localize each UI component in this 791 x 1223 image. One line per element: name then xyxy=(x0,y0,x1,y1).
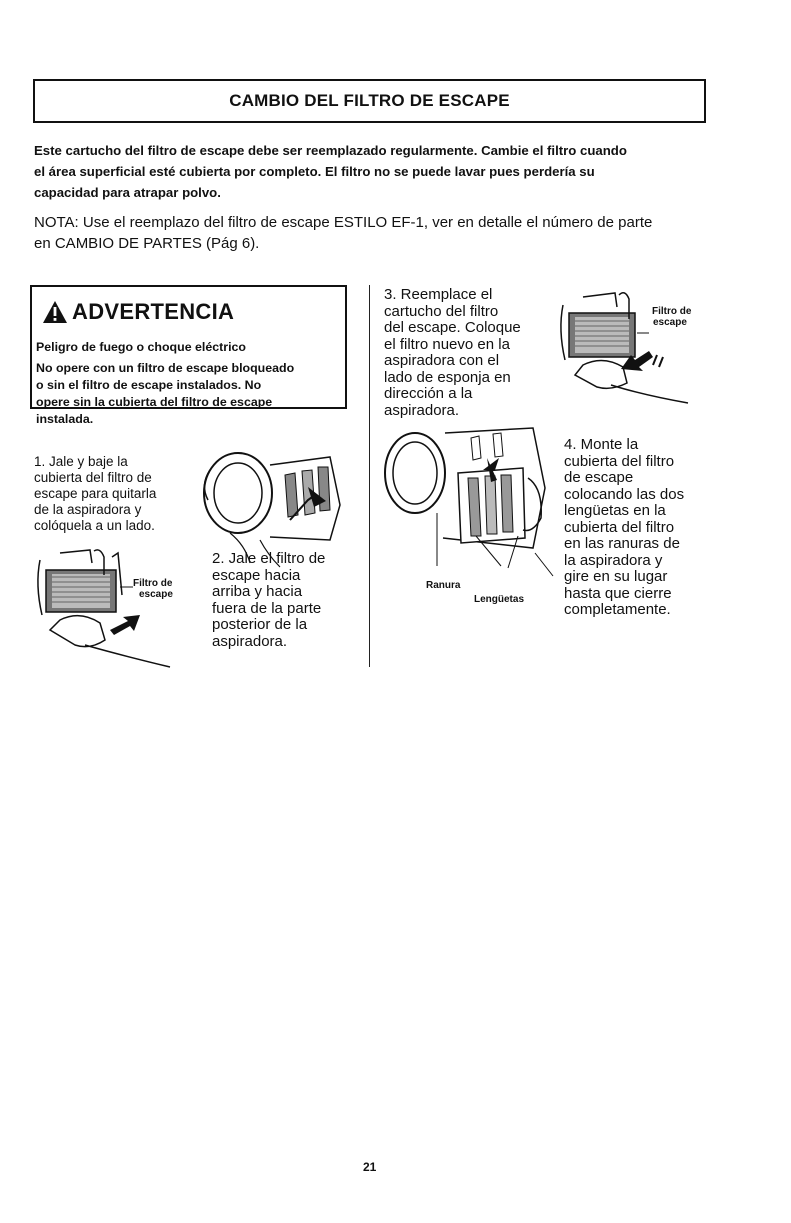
warning-triangle-icon xyxy=(42,300,68,324)
intro-line: el área superficial esté cubierta por completo. El filtro no se puede lavar pues perdería su xyxy=(34,164,595,179)
illustration-step3-filter xyxy=(553,285,693,405)
label-line: Filtro de xyxy=(133,578,173,589)
step-line: colocando las dos xyxy=(564,485,685,503)
step-line: 1. Jale y baje la xyxy=(34,454,128,469)
title-box xyxy=(33,79,706,123)
warning-line: o sin el filtro de escape instalados. No xyxy=(36,378,262,392)
warning-line: instalada. xyxy=(36,412,94,426)
step-line: aspiradora. xyxy=(212,632,288,650)
step-line: posterior de la xyxy=(212,616,308,633)
label-filtro-de-escape-1 xyxy=(133,578,173,600)
step-line: completamente. xyxy=(564,601,671,618)
step-line: hasta que cierre xyxy=(564,584,672,602)
warning-box xyxy=(30,285,347,426)
step-line: cubierta del filtro xyxy=(564,518,675,536)
step-1-text xyxy=(34,454,214,534)
label-ranura: Ranura xyxy=(426,580,461,591)
step-line: 4. Monte la xyxy=(564,436,639,453)
warning-subheading: Peligro de fuego o choque eléctrico xyxy=(36,340,246,354)
warning-line: opere sin la cubierta del filtro de escape xyxy=(36,395,273,409)
step-line: 2. Jale el filtro de xyxy=(212,550,326,567)
step-line: 3. Reemplace el xyxy=(384,286,493,303)
column-divider xyxy=(369,285,370,667)
page-title: CAMBIO DEL FILTRO DE ESCAPE xyxy=(229,91,510,110)
note-paragraph xyxy=(34,212,734,254)
step-3-text xyxy=(384,287,554,419)
illustration-step4-cover xyxy=(383,418,558,578)
step-line: aspiradora con el xyxy=(384,352,500,369)
label-line: escape xyxy=(139,589,173,600)
intro-line: capacidad para atrapar polvo. xyxy=(34,185,221,200)
step-line: fuera de la parte xyxy=(212,599,322,617)
step-line: cubierta del filtro de xyxy=(34,470,152,485)
step-line: aspiradora. xyxy=(384,401,460,419)
illustration-step2-filter xyxy=(30,545,180,670)
note-line: en CAMBIO DE PARTES (Pág 6). xyxy=(34,235,260,252)
label-line: escape xyxy=(653,317,687,328)
step-line: la aspiradora y xyxy=(564,551,663,569)
step-line: dirección a la xyxy=(384,385,473,402)
step-line: de la aspiradora y xyxy=(34,502,142,517)
step-line: lado de esponja en xyxy=(384,368,511,386)
step-line: cartucho del filtro xyxy=(384,302,499,320)
warning-line: No opere con un filtro de escape bloqueado xyxy=(36,361,295,375)
label-filtro-de-escape-2 xyxy=(652,306,691,328)
step-2-text xyxy=(212,551,372,650)
step-line: escape para quitarla xyxy=(34,486,157,501)
step-line: en las ranuras de xyxy=(564,535,680,552)
label-lenguetas: Lengüetas xyxy=(474,594,525,605)
step-line: el filtro nuevo en la xyxy=(384,335,510,353)
warning-text xyxy=(36,339,342,428)
step-line: arriba y hacia xyxy=(212,583,303,600)
step-line: cubierta del filtro xyxy=(564,452,675,470)
step-line: de escape xyxy=(564,469,634,486)
step-line: escape hacia xyxy=(212,566,301,584)
note-line: NOTA: Use el reemplazo del filtro de escape ESTILO EF-1, ver en detalle el número de parte xyxy=(34,214,653,231)
step-line: del escape. Coloque xyxy=(384,319,521,336)
intro-line: Este cartucho del filtro de escape debe ser reemplazado regularmente. Cambie el filtro cuando xyxy=(34,143,627,158)
step-line: lengüetas en la xyxy=(564,502,666,519)
warning-header xyxy=(42,299,234,325)
label-line: Filtro de xyxy=(652,306,692,317)
step-line: gire en su lugar xyxy=(564,568,668,585)
warning-heading: ADVERTENCIA xyxy=(72,299,235,324)
intro-paragraph xyxy=(34,140,734,203)
step-line: colóquela a un lado. xyxy=(34,518,155,533)
page-number: 21 xyxy=(363,1160,377,1174)
step-4-text xyxy=(564,437,764,619)
